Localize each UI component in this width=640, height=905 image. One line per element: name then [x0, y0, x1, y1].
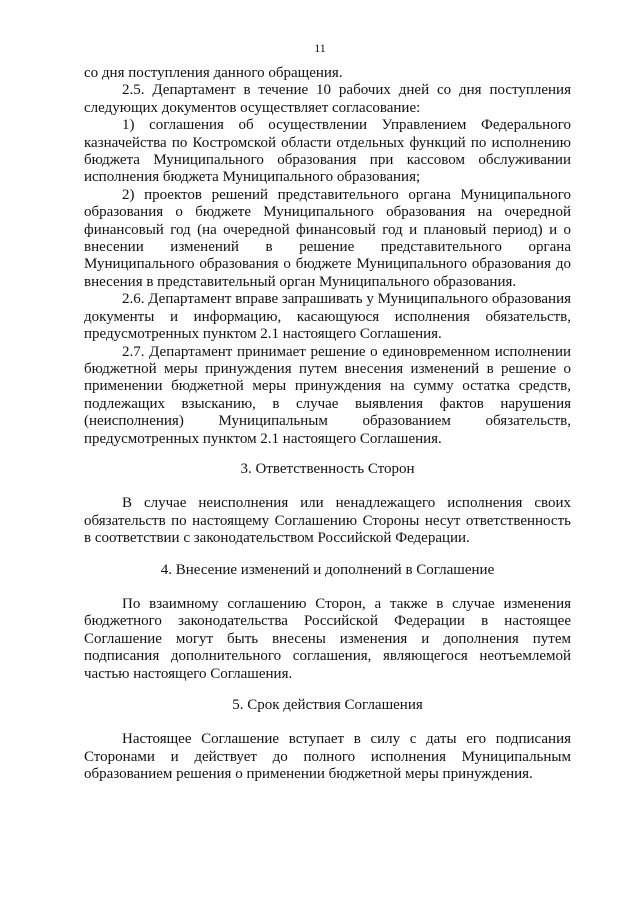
section-5-heading: 5. Срок действия Соглашения: [232, 697, 423, 713]
paragraph-2-5-item-2: 2) проектов решений представительного органа Муниципального образования о бюджете Муниципального образования на очередной финансовый год (на очередной финансовый год и плановый период) и о внесении изменений в решение представительного органа Муниципального образования о бюджете Муниципального образования до внесения в представительный орган Муниципального образования.: [84, 186, 571, 290]
paragraph-continuation: со дня поступления данного обращения.: [84, 65, 343, 81]
section-3-heading: 3. Ответственность Сторон: [240, 460, 415, 477]
paragraph-2-5: 2.5. Департамент в течение 10 рабочих дней со дня поступления следующих документов осуществляет согласование:: [84, 82, 571, 116]
section-5-text: Настоящее Соглашение вступает в силу с даты его подписания Сторонами и действует до полного исполнения Муниципальным образованием решения о применении бюджетной меры принуждения.: [84, 731, 571, 783]
paragraph-2-7: 2.7. Департамент принимает решение о единовременном исполнении бюджетной меры принуждения путем внесения изменений в решение о применении бюджетной меры принуждения на сумму остатка средств, подлежащих взысканию, в случае выявления фактов нарушения (неисполнения) Муниципальным образованием обязательств, предусмотренных пунктом 2.1 настоящего Соглашения.: [84, 343, 571, 447]
section-3-text: В случае неисполнения или ненадлежащего исполнения своих обязательств по настоящему Соглашению Стороны несут ответственность в соответствии с законодательством Российской Федерации.: [84, 495, 571, 547]
paragraph-2-5-item-1: 1) соглашения об осуществлении Управлением Федерального казначейства по Костромской области отдельных функций по исполнению бюджета Муниципального образования при кассовом обслуживании исполнения бюджета Муниципального образования;: [84, 117, 571, 186]
paragraph-2-6: 2.6. Департамент вправе запрашивать у Муниципального образования документы и информацию, касающуюся исполнения обязательств, предусмотренных пунктом 2.1 настоящего Соглашения.: [84, 291, 571, 343]
document-body: [84, 65, 571, 784]
section-4-text: По взаимному соглашению Сторон, а также в случае изменения бюджетного законодательства Российской Федерации в настоящее Соглашение могут быть внесены изменения и дополнения путем подписания дополнительного соглашения, являющегося неотъемлемой частью настоящего Соглашения.: [84, 595, 571, 682]
page-number: 11: [314, 41, 326, 55]
section-4-heading: 4. Внесение изменений и дополнений в Соглашение: [160, 561, 495, 578]
